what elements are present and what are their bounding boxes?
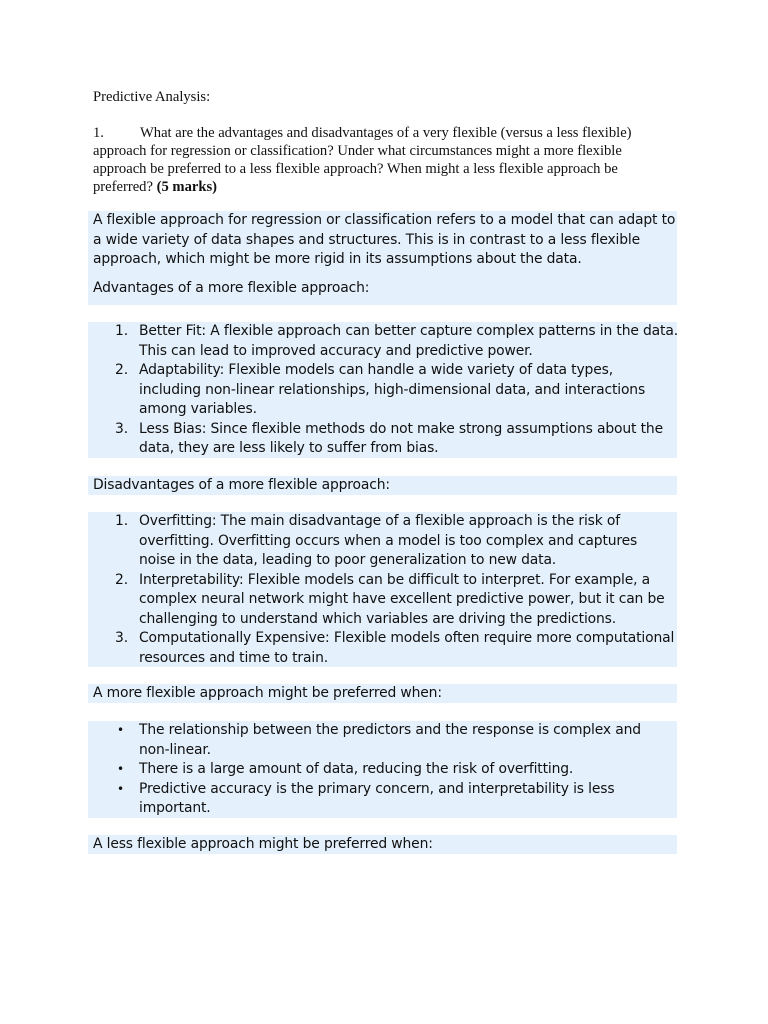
intro-block [88,211,677,305]
more-flexible-list [93,721,677,819]
document-heading: Predictive Analysis: [93,89,211,105]
list-marker: 1. [115,323,128,339]
question-marks: (5 marks) [156,179,218,195]
item-line: Overfitting: The main disadvantage of a flexible approach is the risk of [139,513,621,529]
item-line: challenging to understand which variables are driving the predictions. [139,610,617,627]
item-line: resources and time to train. [139,649,328,666]
intro-line: A flexible approach for regression or classification refers to a model that can adapt to [93,212,676,228]
question-text: What are the advantages and disadvantages of a very flexible (versus a less flexible) approach for regression or classification? Under what circumstances might a more flexible approach be preferred to a less flexible approach? When might a less flexible approach be preferred? [93,125,632,195]
disadvantages-list [93,512,677,668]
advantages-list-block [88,322,677,458]
bullet-marker: • [117,762,124,776]
list-marker: 3. [115,630,128,646]
item-line: noise in the data, leading to poor generalization to new data. [139,552,557,568]
item-line: This can lead to improved accuracy and predictive power. [139,342,533,359]
item-line: Better Fit: A flexible approach can better capture complex patterns in the data. [139,323,678,339]
bullet-marker: • [117,723,124,737]
list-marker: 3. [115,420,128,437]
advantage-item [93,322,677,361]
bullet-marker: • [117,781,124,796]
more-flexible-list-block [88,721,677,818]
list-marker: 2. [115,362,128,378]
question-number: 1. [93,125,104,141]
item-line: Interpretability: Flexible models can be difficult to interpret. For example, a [139,571,651,588]
more-flexible-title: A more flexible approach might be preferred when: [93,685,442,701]
disadvantages-list-block [88,512,677,667]
more-flexible-item [93,780,677,819]
advantage-item [93,361,677,420]
question-1 [93,124,673,196]
intro-line: approach, which might be more rigid in its assumptions about the data. [93,251,582,267]
less-flexible-title-block [88,835,677,854]
item-line: overfitting. Overfitting occurs when a model is too complex and captures [139,532,638,549]
item-line: including non-linear relationships, high-dimensional data, and interactions [139,381,646,398]
item-line: important. [139,800,211,816]
item-line: Less Bias: Since flexible methods do not make strong assumptions about the [139,420,663,437]
disadvantages-title-block [88,476,677,495]
list-marker: 2. [115,571,128,588]
item-line: non-linear. [139,741,211,758]
less-flexible-title: A less flexible approach might be preferred when: [93,836,433,852]
advantages-list [93,322,677,459]
item-line: complex neural network might have excellent predictive power, but it can be [139,591,665,607]
item-line: Predictive accuracy is the primary concern, and interpretability is less [139,780,615,797]
item-line: Adaptability: Flexible models can handle a wide variety of data types, [139,362,613,378]
disadvantage-item [93,512,677,571]
more-flexible-item [93,760,677,780]
item-line: There is a large amount of data, reducing the risk of overfitting. [139,761,574,777]
disadvantage-item [93,629,677,668]
item-line: Computationally Expensive: Flexible models often require more computational [139,630,675,646]
intro-line: a wide variety of data shapes and structures. This is in contrast to a less flexible [93,231,641,248]
advantages-title: Advantages of a more flexible approach: [93,279,370,296]
disadvantages-title: Disadvantages of a more flexible approach: [93,477,390,493]
item-line: among variables. [139,401,257,417]
disadvantage-item [93,571,677,630]
list-marker: 1. [115,513,128,529]
advantage-item [93,420,677,459]
item-line: data, they are less likely to suffer from bias. [139,440,439,456]
intro-paragraph [93,211,677,270]
item-line: The relationship between the predictors and the response is complex and [139,722,641,738]
more-flexible-item [93,721,677,760]
more-flexible-title-block [88,684,677,703]
